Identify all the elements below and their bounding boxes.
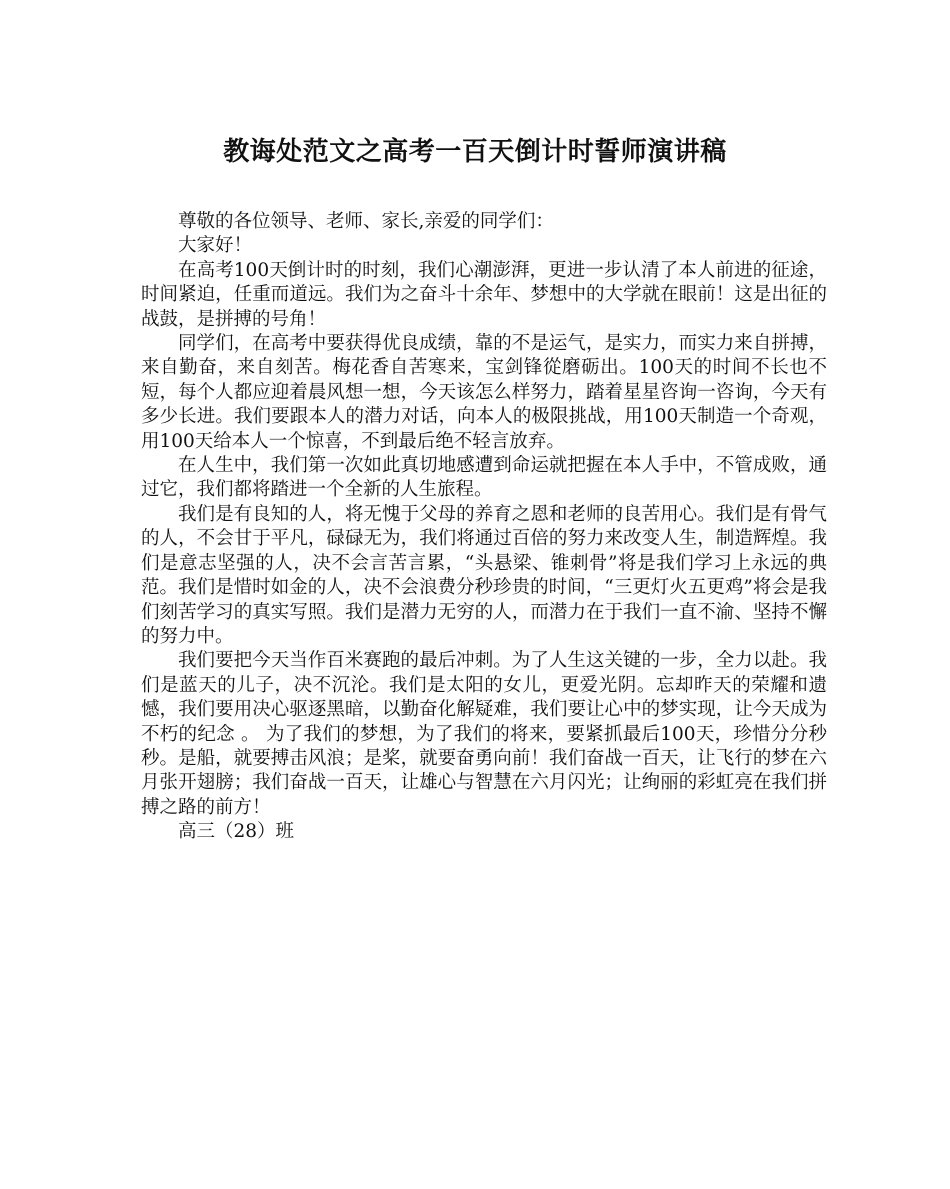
document-body bbox=[141, 210, 827, 845]
body-paragraph: 同学们，在高考中要获得优良成绩，靠的不是运气，是实力，而实力来自拼搏，来自勤奋，来自刻苦。梅花香自苦寒来，宝剑锋從磨砺出。100天的时间不长也不短，每个人都应迎着晨风想一想，今天该怎么样努力，踏着星星咨询一咨询，今天有多少长进。我们要跟本人的潜力对话，向本人的极限挑战，用100天制造一个奇观，用100天给本人一个惊喜，不到最后绝不轻言放弃。 bbox=[141, 333, 827, 452]
signature: 高三（28）班 bbox=[178, 821, 295, 843]
greeting: 大家好！ bbox=[178, 235, 253, 257]
salutation: 尊敬的各位领导、老师、家长,亲爱的同学们： bbox=[178, 211, 554, 232]
document-title: 教诲处范文之高考一百天倒计时誓师演讲稿 bbox=[223, 137, 727, 167]
body-paragraph: 我们是有良知的人，将无愧于父母的养育之恩和老师的良苦用心。我们是有骨气的人，不会甘于平凡，碌碌无为，我们将通过百倍的努力来改变人生，制造辉煌。我们是意志坚强的人，决不会言苦言累，“头悬梁、锥刺骨”将是我们学习上永远的典范。我们是惜时如金的人，决不会浪费分秒珍贵的时间，“三更灯火五更鸡”将会是我们刻苦学习的真实写照。我们是潜力无穷的人，而潜力在于我们一直不渝、坚持不懈的努力中。 bbox=[141, 503, 827, 647]
body-paragraph: 在高考100天倒计时的时刻，我们心潮澎湃，更进一步认清了本人前进的征途，时间紧迫，任重而道远。我们为之奋斗十余年、梦想中的大学就在眼前！这是出征的战鼓，是拼搏的号角！ bbox=[141, 259, 827, 330]
body-paragraph: 在人生中，我们第一次如此真切地感遭到命运就把握在本人手中，不管成败，通过它，我们都将踏进一个全新的人生旅程。 bbox=[141, 455, 827, 501]
body-paragraph: 我们要把今天当作百米赛跑的最后冲刺。为了人生这关键的一步，全力以赴。我们是蓝天的儿子，决不沉沦。我们是太阳的女儿，更爱光阴。忘却昨天的荣耀和遗憾，我们要用决心驱逐黑暗，以勤奋化解疑难，我们要让心中的梦实现，让今天成为不朽的纪念 。 为了我们的梦想，为了我们的将来，要紧抓最后100天，珍惜分分秒秒。是船，就要搏击风浪；是桨，就要奋勇向前！我们奋战一百天，让飞行的梦在六月张开翅膀；我们奋战一百天，让雄心与智慧在六月闪光；让绚丽的彩虹亮在我们拼搏之路的前方！ bbox=[141, 650, 827, 818]
